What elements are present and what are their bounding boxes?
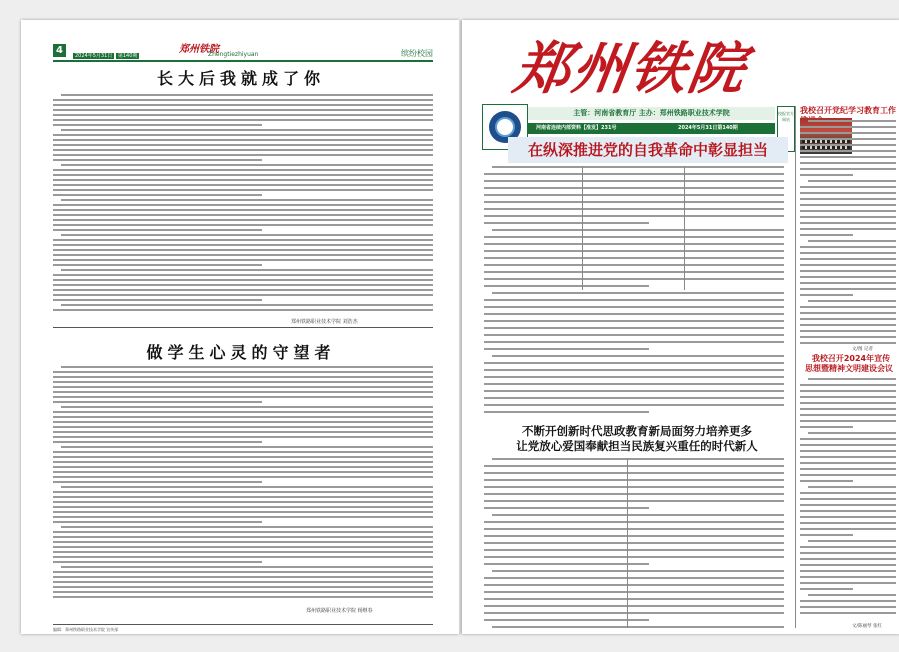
footer-text: 编辑：郑州铁路职业技术学院 宣传部 — [53, 627, 119, 632]
text-line — [53, 169, 433, 171]
text-line — [492, 514, 784, 516]
text-line — [53, 596, 433, 598]
text-line — [53, 551, 433, 553]
text-line — [484, 334, 784, 336]
text-line — [800, 276, 896, 278]
issue-bar — [528, 123, 775, 134]
text-line — [800, 522, 896, 524]
feature-headline-1: 不断开创新时代思政教育新局面努力培养更多 — [522, 424, 752, 438]
text-line — [61, 269, 433, 271]
text-line — [800, 600, 896, 602]
text-line — [61, 94, 433, 96]
text-line — [53, 294, 433, 296]
text-line — [53, 154, 433, 156]
text-line — [484, 376, 784, 378]
text-line — [800, 162, 896, 164]
text-line — [800, 204, 896, 206]
text-line — [808, 180, 896, 182]
text-line — [53, 591, 433, 593]
text-line — [53, 561, 262, 563]
text-line — [53, 144, 433, 146]
text-line — [53, 174, 433, 176]
text-line — [800, 390, 896, 392]
text-line — [800, 246, 896, 248]
text-line — [800, 318, 896, 320]
column-rule — [627, 458, 628, 628]
text-line — [484, 521, 784, 523]
text-line — [53, 451, 433, 453]
text-line — [800, 264, 896, 266]
column-rule — [582, 166, 583, 290]
text-line — [484, 313, 784, 315]
text-line — [53, 376, 433, 378]
text-line — [800, 258, 896, 260]
text-line — [484, 577, 784, 579]
text-line — [800, 516, 896, 518]
text-line — [53, 466, 433, 468]
text-line — [800, 576, 896, 578]
text-line — [53, 511, 433, 513]
text-line — [808, 432, 896, 434]
text-line — [800, 546, 896, 548]
text-line — [484, 465, 784, 467]
text-line — [61, 406, 433, 408]
text-line — [800, 552, 896, 554]
text-line — [484, 369, 784, 371]
newspaper-page-4 — [21, 20, 459, 634]
header-date-text: 2024年5月31日 — [75, 53, 113, 59]
text-line — [492, 570, 784, 572]
text-line — [484, 397, 784, 399]
text-line — [484, 472, 784, 474]
text-line — [484, 556, 784, 558]
text-line — [53, 279, 433, 281]
header-rule — [53, 60, 433, 62]
text-line — [484, 528, 784, 530]
text-line — [800, 294, 853, 296]
text-line — [53, 481, 262, 483]
article-title-2: 做学生心灵的守望者 — [146, 343, 336, 362]
text-line — [484, 250, 784, 252]
text-line — [53, 229, 262, 231]
page-number: 4 — [53, 44, 66, 57]
text-line — [800, 174, 853, 176]
text-line — [800, 492, 896, 494]
text-line — [484, 348, 649, 350]
text-line — [53, 139, 433, 141]
text-line — [53, 189, 433, 191]
text-line — [800, 270, 896, 272]
text-line — [53, 299, 262, 301]
text-line — [53, 586, 433, 588]
text-line — [53, 214, 433, 216]
text-line — [53, 99, 433, 101]
text-line — [808, 120, 896, 122]
article-body-2 — [53, 366, 433, 602]
text-line — [484, 194, 784, 196]
text-line — [800, 186, 896, 188]
feature-body — [484, 458, 784, 630]
text-line — [61, 304, 433, 306]
text-line — [61, 199, 433, 201]
text-line — [484, 278, 784, 280]
text-line — [484, 507, 649, 509]
text-line — [808, 300, 896, 302]
text-line — [800, 192, 896, 194]
text-line — [484, 584, 784, 586]
text-line — [800, 582, 896, 584]
text-line — [800, 426, 853, 428]
sponsor-line: 主管：河南省教育厅 主办：郑州铁路职业技术学院 — [528, 107, 775, 120]
text-line — [53, 581, 433, 583]
text-line — [800, 504, 896, 506]
text-line — [53, 134, 433, 136]
text-line — [800, 168, 896, 170]
text-line — [53, 274, 433, 276]
text-line — [53, 501, 433, 503]
text-line — [61, 446, 433, 448]
text-line — [53, 104, 433, 106]
text-line — [484, 306, 784, 308]
text-line — [800, 408, 896, 410]
text-line — [53, 119, 433, 121]
text-line — [53, 436, 433, 438]
side-signature-3: 文/陈丽琴 张红 — [852, 624, 882, 629]
text-line — [800, 558, 896, 560]
text-line — [484, 299, 784, 301]
text-line — [800, 498, 896, 500]
text-line — [53, 264, 262, 266]
text-line — [800, 306, 896, 308]
text-line — [808, 594, 896, 596]
text-line — [53, 159, 262, 161]
text-line — [61, 566, 433, 568]
text-line — [53, 476, 433, 478]
text-line — [800, 150, 896, 152]
text-line — [800, 396, 896, 398]
text-line — [484, 535, 784, 537]
text-line — [492, 355, 784, 357]
text-line — [53, 381, 433, 383]
text-line — [800, 222, 896, 224]
text-line — [800, 228, 896, 230]
text-line — [53, 371, 433, 373]
feature-headline-2: 让党放心爱国奉献担当民族复兴重任的时代新人 — [516, 439, 758, 453]
text-line — [800, 564, 896, 566]
text-line — [800, 132, 896, 134]
text-line — [800, 438, 896, 440]
text-line — [53, 224, 433, 226]
text-line — [800, 156, 896, 158]
text-line — [53, 386, 433, 388]
text-line — [53, 576, 433, 578]
text-line — [53, 546, 433, 548]
text-line — [53, 219, 433, 221]
text-line — [808, 378, 896, 380]
text-line — [800, 252, 896, 254]
lead-headline: 在纵深推进党的自我革命中彰显担当 — [508, 137, 788, 163]
text-line — [484, 243, 784, 245]
text-line — [484, 222, 649, 224]
lead-body-continued — [484, 292, 784, 418]
text-line — [484, 362, 784, 364]
text-line — [800, 312, 896, 314]
text-line — [800, 330, 896, 332]
lead-body — [484, 166, 784, 290]
issue-permit: 河南省连续内部资料【准发】231号 — [536, 125, 617, 131]
text-line — [484, 493, 784, 495]
side-headline-1: 我校召开党纪学习教育工作 — [800, 106, 896, 115]
text-line — [800, 612, 896, 614]
text-line — [800, 384, 896, 386]
header-date — [73, 52, 139, 59]
text-line — [484, 486, 784, 488]
text-line — [800, 138, 896, 140]
text-line — [484, 549, 784, 551]
text-line — [53, 209, 433, 211]
text-line — [800, 234, 853, 236]
side-headline-2b: 思想暨精神文明建设会议 — [805, 364, 893, 373]
text-line — [53, 496, 433, 498]
text-line — [53, 244, 433, 246]
text-line — [484, 341, 784, 343]
text-line — [484, 411, 649, 413]
text-line — [53, 254, 433, 256]
text-line — [61, 129, 433, 131]
text-line — [484, 285, 649, 287]
text-line — [800, 198, 896, 200]
text-line — [61, 366, 433, 368]
text-line — [53, 309, 433, 311]
text-line — [53, 531, 433, 533]
text-line — [53, 441, 262, 443]
text-line — [484, 619, 649, 621]
text-line — [800, 528, 896, 530]
text-line — [808, 540, 896, 542]
text-line — [53, 411, 433, 413]
text-line — [53, 289, 433, 291]
text-line — [484, 208, 784, 210]
text-line — [484, 327, 784, 329]
text-line — [53, 284, 433, 286]
side-headline-2a: 我校召开2024年宣传 — [811, 354, 891, 363]
newspaper-page-1 — [462, 20, 899, 634]
text-line — [484, 187, 784, 189]
text-line — [492, 626, 784, 628]
text-line — [484, 500, 784, 502]
text-line — [53, 471, 433, 473]
text-line — [484, 542, 784, 544]
text-line — [800, 336, 896, 338]
section-label: 缤纷校园 — [401, 49, 433, 58]
text-line — [800, 216, 896, 218]
text-line — [53, 401, 262, 403]
text-line — [484, 479, 784, 481]
text-line — [53, 536, 433, 538]
text-line — [484, 612, 784, 614]
text-line — [53, 456, 433, 458]
text-line — [484, 264, 784, 266]
text-line — [800, 144, 896, 146]
side-box: 校报官方网站 — [777, 106, 795, 152]
header-issue-text: 第140期 — [117, 53, 138, 59]
header-english: Zhengtiezhiyuan — [208, 51, 259, 58]
text-line — [53, 249, 433, 251]
text-line — [800, 126, 896, 128]
text-line — [53, 149, 433, 151]
text-line — [61, 234, 433, 236]
text-line — [53, 461, 433, 463]
text-line — [800, 402, 896, 404]
text-line — [800, 534, 853, 536]
text-line — [53, 541, 433, 543]
text-line — [800, 456, 896, 458]
text-line — [800, 342, 896, 344]
text-line — [53, 571, 433, 573]
article-title-1: 长大后我就成了你 — [156, 69, 325, 88]
text-line — [484, 404, 784, 406]
text-line — [53, 416, 433, 418]
text-line — [53, 521, 262, 523]
text-line — [800, 474, 896, 476]
text-line — [53, 114, 433, 116]
text-line — [61, 164, 433, 166]
text-line — [53, 391, 433, 393]
text-line — [492, 166, 784, 168]
text-line — [53, 426, 433, 428]
text-line — [492, 229, 784, 231]
column-rule — [684, 166, 685, 290]
text-line — [53, 491, 433, 493]
text-line — [800, 570, 896, 572]
text-line — [484, 257, 784, 259]
text-line — [484, 201, 784, 203]
text-line — [484, 215, 784, 217]
text-line — [800, 444, 896, 446]
text-line — [800, 606, 896, 608]
article-byline-1: 郑州铁路职业技术学院 刘浩杰 — [291, 319, 358, 325]
text-line — [53, 506, 433, 508]
text-line — [484, 320, 784, 322]
text-line — [800, 210, 896, 212]
text-line — [808, 240, 896, 242]
text-line — [61, 526, 433, 528]
article-byline-2: 郑州铁路职业技术学院 杨继春 — [306, 608, 373, 614]
text-line — [800, 468, 896, 470]
header-logo: 郑州铁院 — [179, 44, 219, 55]
text-line — [53, 431, 433, 433]
text-line — [484, 271, 784, 273]
text-line — [61, 486, 433, 488]
side-body-1 — [800, 120, 896, 345]
text-line — [484, 236, 784, 238]
side-body-2 — [800, 378, 896, 618]
text-line — [53, 396, 433, 398]
sidebar-rule — [795, 106, 796, 628]
text-line — [53, 204, 433, 206]
footer-rule — [53, 624, 433, 625]
text-line — [53, 179, 433, 181]
text-line — [53, 259, 433, 261]
text-line — [484, 383, 784, 385]
text-line — [800, 588, 853, 590]
text-line — [484, 563, 649, 565]
text-line — [53, 421, 433, 423]
text-line — [53, 184, 433, 186]
text-line — [53, 516, 433, 518]
text-line — [492, 458, 784, 460]
text-line — [800, 414, 896, 416]
text-line — [484, 598, 784, 600]
text-line — [484, 390, 784, 392]
text-line — [53, 556, 433, 558]
text-line — [800, 420, 896, 422]
text-line — [53, 194, 262, 196]
text-line — [484, 180, 784, 182]
text-line — [800, 510, 896, 512]
text-line — [53, 239, 433, 241]
issue-date: 2024年5月31日第140期 — [678, 125, 738, 131]
text-line — [484, 173, 784, 175]
text-line — [800, 450, 896, 452]
text-line — [492, 292, 784, 294]
text-line — [808, 486, 896, 488]
text-line — [800, 480, 853, 482]
masthead: 郑州铁院 — [509, 36, 752, 102]
text-line — [800, 282, 896, 284]
text-line — [800, 462, 896, 464]
text-line — [800, 288, 896, 290]
emblem-inner — [495, 117, 515, 137]
text-line — [53, 109, 433, 111]
text-line — [800, 324, 896, 326]
article-body-1 — [53, 94, 433, 314]
text-line — [53, 124, 262, 126]
text-line — [484, 605, 784, 607]
side-signature-1: 文/图 记者 — [852, 347, 873, 352]
article-divider — [53, 327, 433, 328]
text-line — [484, 591, 784, 593]
